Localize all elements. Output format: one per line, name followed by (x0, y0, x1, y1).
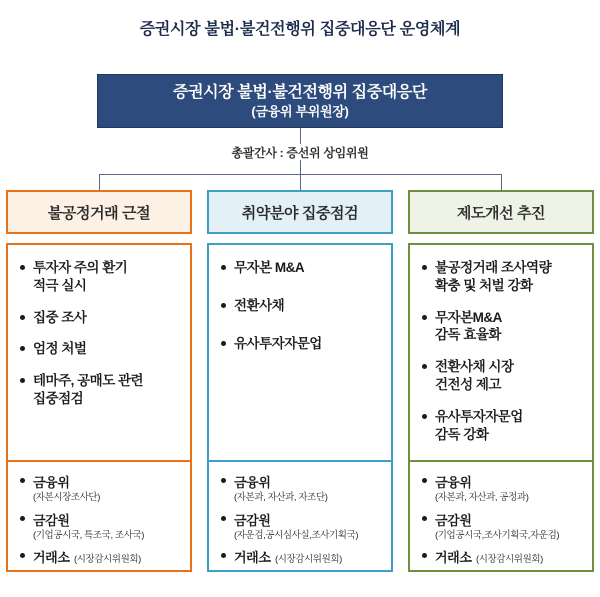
task-item: 집중 조사 (20, 309, 180, 327)
task-item: 유사투자자문업 (221, 335, 381, 353)
org-sub: (자본시장조사단) (33, 492, 100, 504)
task-list-1 (20, 259, 180, 408)
org-list-1 (20, 473, 182, 567)
connector-vertical-main (300, 128, 301, 144)
org-item (20, 548, 182, 567)
org-name: 금감원 (435, 512, 472, 528)
task-item: 투자자 주의 환기 적극 실시 (20, 259, 180, 295)
column-unfair-trade (6, 190, 192, 481)
org-item (221, 511, 383, 542)
org-item (422, 511, 584, 542)
top-header-box (97, 74, 503, 128)
org-list-2 (221, 473, 383, 567)
org-item (221, 548, 383, 567)
org-sub: (기업공시국, 특조국, 조사국) (33, 529, 145, 541)
task-item: 테마주, 공매도 관련 집중점검 (20, 372, 180, 408)
org-item (20, 511, 182, 542)
task-item: 엄정 처벌 (20, 340, 180, 358)
task-list-3 (422, 259, 582, 444)
org-box-1 (6, 460, 192, 572)
org-name: 금감원 (234, 512, 271, 528)
org-name: 금융위 (435, 475, 472, 490)
org-list-3 (422, 473, 584, 567)
org-item (20, 473, 182, 504)
column-vulnerable-areas (207, 190, 393, 481)
org-sub: (자운검,공시심사실,조사기획국) (234, 529, 359, 541)
task-box-1 (6, 243, 192, 481)
connector-branch-1 (99, 174, 100, 190)
org-sub: (시장감시위원회) (274, 554, 342, 566)
task-item: 전환사채 시장 건전성 제고 (422, 358, 582, 394)
page-title: 증권시장 불법·불건전행위 집중대응단 운영체계 (139, 21, 461, 38)
org-sub: (자본과, 자산과, 자조단) (234, 492, 328, 504)
org-name: 금융위 (234, 475, 271, 490)
org-box-2 (207, 460, 393, 572)
org-name: 거래소 (33, 550, 70, 566)
connector-vertical-lower (300, 160, 301, 174)
task-box-3 (408, 243, 594, 481)
top-header-title: 증권시장 불법·불건전행위 집중대응단 (173, 83, 427, 101)
column-header-1: 불공정거래 근절 (6, 190, 192, 234)
org-name: 거래소 (234, 550, 271, 566)
org-box-3 (408, 460, 594, 572)
org-item (422, 473, 584, 504)
task-item: 전환사채 (221, 297, 381, 315)
task-box-2 (207, 243, 393, 481)
org-sub: (기업공시국,조사기획국,자운검) (435, 529, 560, 541)
secretary-label: 총괄간사 : 증선위 상임위원 (231, 146, 369, 160)
task-item: 무자본 M&A (221, 259, 381, 277)
task-item: 유사투자자문업 감독 강화 (422, 408, 582, 444)
org-sub: (시장감시위원회) (475, 554, 543, 566)
org-sub: (시장감시위원회) (73, 554, 141, 566)
task-item: 불공정거래 조사역량 확충 및 처벌 강화 (422, 259, 582, 295)
org-item (221, 473, 383, 504)
column-header-2: 취약분야 집중점검 (207, 190, 393, 234)
org-item (422, 548, 584, 567)
column-system-improvement (408, 190, 594, 481)
column-header-3: 제도개선 추진 (408, 190, 594, 234)
org-name: 금감원 (33, 512, 70, 528)
task-list-2 (221, 259, 381, 352)
org-name: 금융위 (33, 475, 70, 490)
org-name: 거래소 (435, 550, 472, 566)
org-sub: (자본과, 자산과, 공정과) (435, 492, 529, 504)
connector-branch-3 (501, 174, 502, 190)
top-header-subtitle: (금융위 부위원장) (251, 103, 349, 119)
connector-branch-2 (300, 174, 301, 190)
task-item: 무자본M&A 감독 효율화 (422, 309, 582, 345)
